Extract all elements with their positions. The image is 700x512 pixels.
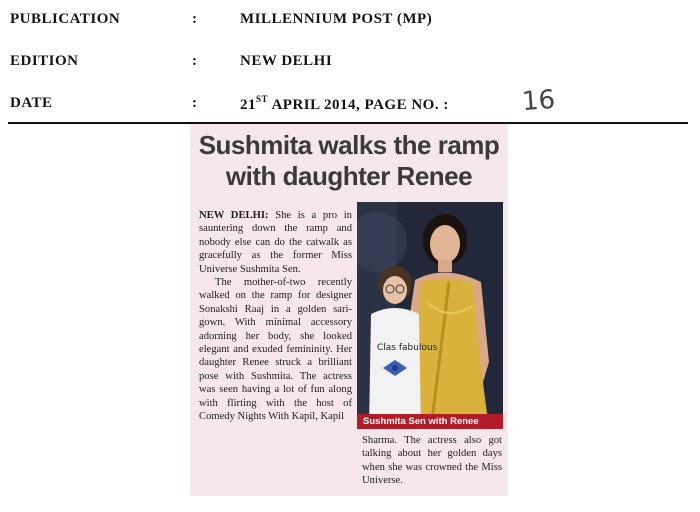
article-paragraph-1-text: She is a pro in sauntering down the ramp and nobody else can do the catwalk as gracefully as the former Miss Universe Sushmita Sen. xyxy=(199,210,352,275)
publication-value: MILLENNIUM POST (MP) xyxy=(240,11,433,27)
date-separator: : xyxy=(192,95,198,111)
date-value xyxy=(240,95,449,114)
newspaper-clipping xyxy=(190,124,508,496)
article-column-right: Sharma. The actress also got talking about her golden days when she was crowned the Miss Universe. xyxy=(362,435,502,487)
article-photo xyxy=(357,202,503,429)
article-paragraph-2: The mother-of-two recently walked on the ramp for designer Sonakshi Raaj in a golden sari-gown. With minimal accessory adorning her body, she looked elegant and exuded femininity. Her daughter Renee struck a brilliant pose with Sushmita. The actress was seen having a lot of fun along with flirting with the host of Comedy Nights With Kapil, Kapil xyxy=(199,277,352,423)
date-suffix: ST xyxy=(256,94,269,104)
edition-value: NEW DELHI xyxy=(240,53,333,69)
tshirt-text: Clas fabulous xyxy=(377,343,438,353)
article-headline: Sushmita walks the ramp with daughter Renee xyxy=(198,130,500,191)
photo-caption: Sushmita Sen with Renee xyxy=(357,414,503,429)
publication-separator: : xyxy=(192,11,198,27)
publication-label: PUBLICATION xyxy=(10,11,121,27)
photo-illustration xyxy=(357,202,503,429)
article-dateline: NEW DELHI: xyxy=(199,210,269,221)
article-column-left xyxy=(199,209,352,424)
edition-label: EDITION xyxy=(10,53,79,69)
edition-separator: : xyxy=(192,53,198,69)
article-paragraph-1 xyxy=(199,209,352,276)
date-rest: APRIL 2014, PAGE NO. : xyxy=(271,97,449,113)
handwritten-page-number: 16 xyxy=(520,84,557,118)
date-day: 21 xyxy=(240,97,256,113)
date-label: DATE xyxy=(10,95,53,111)
